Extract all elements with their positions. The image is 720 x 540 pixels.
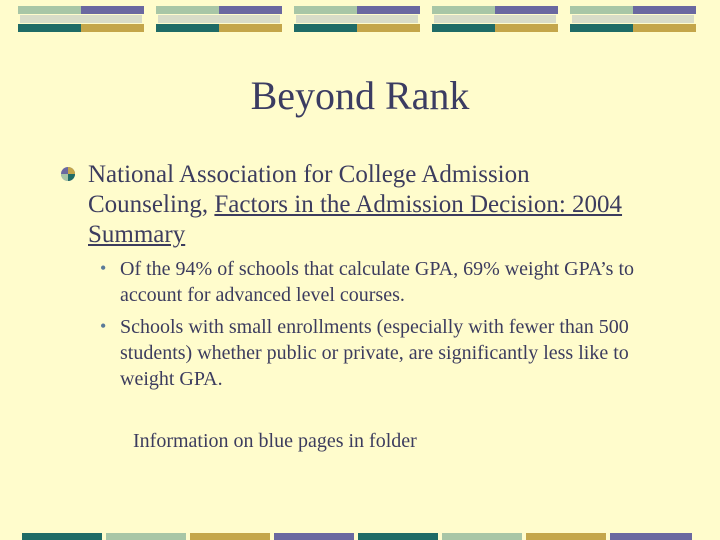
slide-title: Beyond Rank	[250, 73, 470, 118]
band-segment	[274, 533, 354, 540]
report-title-link[interactable]: Factors in the Admission Decision: 2004 Summary	[88, 191, 623, 248]
sub-bullet-dot-icon: •	[100, 316, 107, 336]
band-segment	[358, 533, 438, 540]
main-bullet-plain: National Association for College Admission Counseling,	[88, 161, 530, 218]
band-segment	[106, 533, 186, 540]
band-tile	[570, 6, 696, 34]
folder-note: Information on blue pages in folder	[133, 430, 417, 452]
band-segment	[610, 533, 692, 540]
band-tile	[18, 6, 144, 34]
top-decorative-band	[18, 6, 702, 34]
band-segment	[190, 533, 270, 540]
band-segment	[22, 533, 102, 540]
main-bullet-text	[88, 160, 648, 250]
sub-bullet-1: Of the 94% of schools that calculate GPA, 69% weight GPA’s to account for advanced level courses.	[120, 258, 635, 306]
sub-bullet-dot-icon: •	[100, 258, 107, 278]
sphere-bullet-icon	[60, 166, 76, 182]
band-segment	[442, 533, 522, 540]
sub-bullet-2: Schools with small enrollments (especially with fewer than 500 students) whether public or private, are significantly less like to weight GPA.	[120, 316, 629, 390]
band-tile	[156, 6, 282, 34]
band-tile	[432, 6, 558, 34]
bottom-decorative-band	[22, 533, 692, 540]
band-tile	[294, 6, 420, 34]
band-segment	[526, 533, 606, 540]
